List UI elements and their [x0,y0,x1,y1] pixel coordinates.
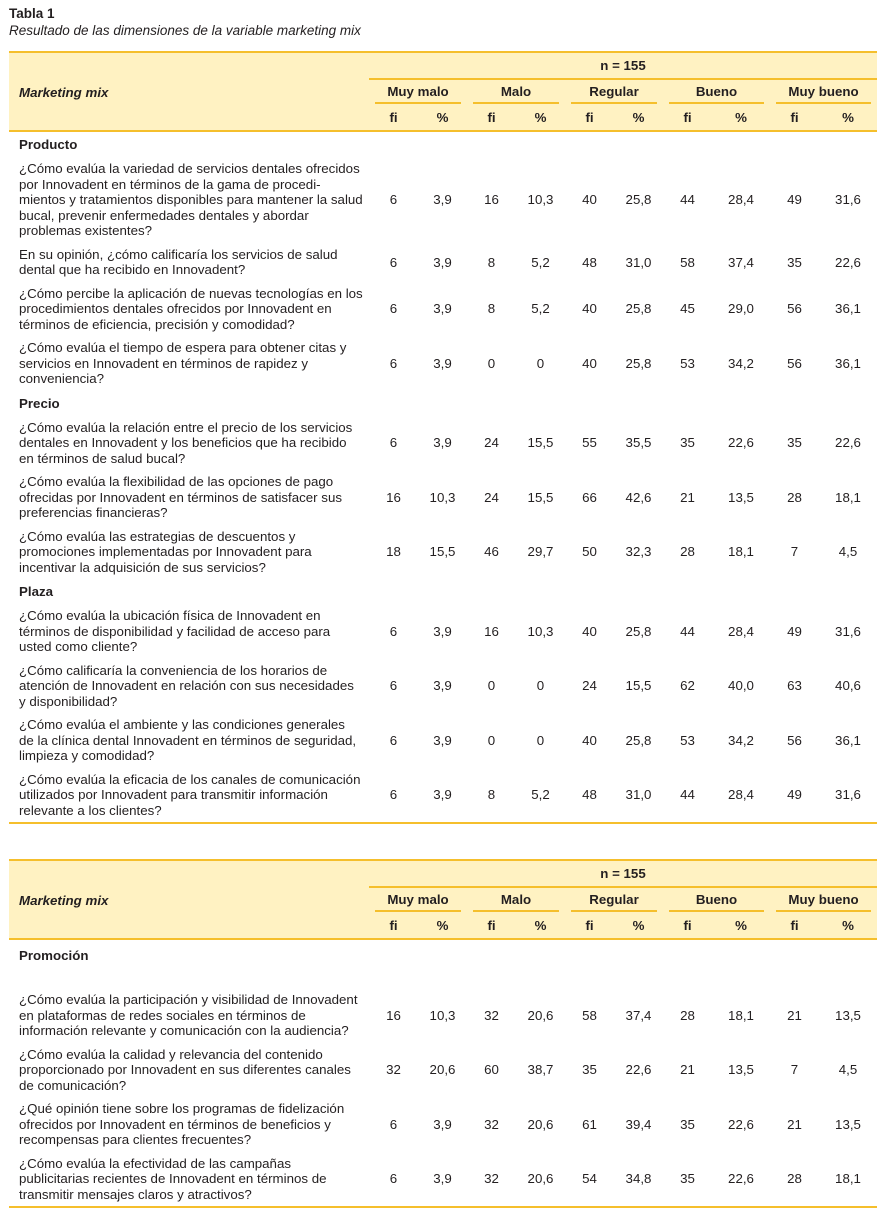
table-row [9,416,877,471]
category-regular: Regular [565,79,663,105]
cell-pct: 5,2 [531,787,550,803]
table-header [9,860,877,939]
cell-fi: 62 [680,678,695,694]
cell-fi: 58 [680,254,695,270]
cell-fi: 16 [484,623,499,639]
cell-pct: 31,6 [835,192,861,208]
sub-pct: % [418,105,467,131]
cell-fi: 53 [680,732,695,748]
cell-pct: 28,4 [728,192,754,208]
table-body [9,939,877,1207]
cell-pct: 22,6 [625,1062,652,1078]
cell-pct: 34,8 [625,1171,652,1187]
question-text: ¿Qué opinión tiene sobre los programas de fidelización ofrecidos por Innovadent en términos de beneficios y recompensas para clientes frecuentes? [19,1101,345,1147]
cell-pct: 28,4 [728,787,754,803]
cell-fi: 53 [680,355,695,371]
question-text: ¿Cómo evalúa la relación entre el precio de los servicios dentales en Innovadent y los beneficios que ha recibido en términos de salud bucal? [19,419,353,466]
cell-fi: 16 [386,489,401,505]
cell-pct: 25,8 [625,192,652,208]
cell-pct: 34,2 [728,732,754,748]
cell-pct: 13,5 [728,489,754,505]
cell-fi: 24 [484,489,499,505]
cell-pct: 10,3 [527,623,554,639]
sub-pct: % [614,105,663,131]
question-text: ¿Cómo evalúa el ambiente y las condiciones generales de la clínica dental Innovadent en términos de seguridad, limpieza y comodidad? [19,717,357,763]
cell-fi: 7 [790,544,799,560]
question-text: En su opinión, ¿cómo calificaría los servicios de salud dental que ha recibido en Innovadent? [19,246,338,277]
question-text: ¿Cómo calificaría la conveniencia de los horarios de atención de Innovadent en relación con sus necesidades y disponibilidad? [19,662,354,709]
sub-pct: % [819,913,877,939]
cell-pct: 18,1 [728,544,754,560]
cell-pct: 15,5 [429,544,456,560]
cell-pct: 3,9 [433,732,452,748]
cell-pct: 20,6 [527,1171,554,1187]
question-text: ¿Cómo percibe la aplicación de nuevas tecnologías en los procedimientos dentales ofrecidos por Innovadent en términos de eficiencia, precisión y comodidad? [19,285,363,332]
cell-fi: 21 [680,1062,695,1078]
cell-pct: 29,0 [728,301,754,317]
cell-pct: 39,4 [625,1116,652,1132]
cell-fi: 28 [787,1171,802,1187]
table-row [9,1152,877,1207]
section-heading: Precio [19,395,60,411]
cell-pct: 25,8 [625,623,652,639]
cell-fi: 35 [680,435,695,451]
cell-pct: 22,6 [835,435,861,451]
cell-pct: 3,9 [433,301,452,317]
cell-fi: 32 [484,1116,499,1132]
cell-fi: 35 [680,1116,695,1132]
cell-pct: 0 [536,732,545,748]
cell-fi: 49 [787,787,802,803]
sub-pct: % [516,913,565,939]
cell-fi: 6 [389,732,398,748]
cell-pct: 29,7 [527,544,554,560]
table-row [9,768,877,823]
cell-pct: 36,1 [835,732,861,748]
cell-fi: 6 [389,787,398,803]
cell-fi: 0 [487,678,496,694]
cell-pct: 0 [536,355,545,371]
cell-fi: 24 [484,435,499,451]
table-row [9,604,877,659]
cell-pct: 18,1 [835,489,861,505]
cell-fi: 32 [484,1007,499,1023]
table-row [9,659,877,714]
sample-size: n = 155 [369,52,877,79]
category-bueno: Bueno [663,887,770,913]
cell-pct: 22,6 [835,254,861,270]
cell-fi: 6 [389,435,398,451]
cell-fi: 58 [582,1007,597,1023]
cell-fi: 66 [582,489,597,505]
table-row [9,243,877,282]
cell-fi: 56 [787,301,802,317]
cell-pct: 3,9 [433,1116,452,1132]
cell-pct: 40,0 [728,678,754,694]
cell-pct: 31,6 [835,787,861,803]
cell-fi: 63 [787,678,802,694]
cell-pct: 3,9 [433,435,452,451]
sub-pct: % [712,913,770,939]
table-bottom-rule [9,1206,877,1207]
cell-fi: 54 [582,1171,597,1187]
cell-pct: 31,0 [625,254,652,270]
question-text: ¿Cómo evalúa la flexibilidad de las opciones de pago ofrecidas por Innovadent en términos de satisfacer sus preferencias financieras? [19,474,342,520]
cell-fi: 49 [787,192,802,208]
cell-pct: 15,5 [625,678,652,694]
table-row [9,282,877,337]
results-table-part-2 [9,859,877,1208]
cell-pct: 25,8 [625,355,652,371]
cell-fi: 56 [787,732,802,748]
question-text: ¿Cómo evalúa la calidad y relevancia del contenido proporcionado por Innovadent en sus diferentes canales de comunicación? [19,1046,351,1093]
cell-fi: 28 [680,1007,695,1023]
cell-pct: 4,5 [838,1062,858,1078]
sub-fi: fi [565,913,614,939]
table-row [9,157,877,243]
cell-fi: 45 [680,301,695,317]
header-label: Marketing mix [9,887,369,913]
category-bueno: Bueno [663,79,770,105]
cell-pct: 22,6 [728,1116,754,1132]
table-row [9,525,877,580]
sample-size: n = 155 [369,860,877,887]
question-text: ¿Cómo evalúa el tiempo de espera para obtener citas y servicios en Innovadent en términos de rapidez y conveniencia? [19,340,347,386]
cell-fi: 56 [787,355,802,371]
cell-fi: 46 [484,544,499,560]
cell-pct: 13,5 [835,1007,861,1023]
cell-pct: 15,5 [527,435,554,451]
table-row [9,336,877,391]
sub-fi: fi [467,913,516,939]
question-text: ¿Cómo evalúa las estrategias de descuentos y promociones implementadas por Innovadent para incentivar la adquisición de sus servicios? [19,528,312,575]
cell-pct: 5,2 [531,254,550,270]
cell-fi: 60 [484,1062,499,1078]
cell-fi: 32 [386,1062,401,1078]
cell-fi: 16 [386,1007,401,1023]
cell-fi: 40 [582,355,597,371]
table-subtitle: Resultado de las dimensiones de la variable marketing mix [9,23,361,38]
cell-pct: 3,9 [433,787,452,803]
cell-pct: 20,6 [527,1116,554,1132]
cell-fi: 7 [790,1062,799,1078]
cell-fi: 0 [487,732,496,748]
cell-fi: 21 [680,489,695,505]
cell-pct: 10,3 [429,489,456,505]
cell-fi: 16 [484,192,499,208]
cell-fi: 8 [487,301,496,317]
sub-fi: fi [663,913,712,939]
table-row [9,713,877,768]
cell-fi: 6 [389,1171,398,1187]
section-heading: Producto [19,137,78,152]
question-text: ¿Cómo evalúa la variedad de servicios dentales ofrecidos por Innovadent en términos de la gama de procedi-mientos y tratamientos disponibles para mantener la salud bucal, prevenir enfermedades dentales y abordar problemas existentes? [19,161,363,238]
cell-fi: 6 [389,254,398,270]
cell-fi: 6 [389,355,398,371]
sub-pct: % [819,105,877,131]
cell-pct: 36,1 [835,355,861,371]
cell-pct: 3,9 [433,1171,452,1187]
category-muy-bueno: Muy bueno [770,887,877,913]
question-text: ¿Cómo evalúa la efectividad de las campañas publicitarias recientes de Innovadent en términos de transmitir mensajes claros y atractivos? [19,1155,327,1202]
cell-fi: 44 [680,192,695,208]
table-row [9,988,877,1043]
cell-fi: 35 [582,1062,597,1078]
cell-fi: 0 [487,355,496,371]
cell-fi: 6 [389,1116,398,1132]
table-bottom-rule [9,822,877,823]
cell-fi: 40 [582,623,597,639]
cell-pct: 22,6 [728,1171,754,1187]
sub-pct: % [418,913,467,939]
cell-pct: 0 [536,678,545,694]
sub-fi: fi [770,105,819,131]
cell-pct: 35,5 [625,435,652,451]
question-text: ¿Cómo evalúa la ubicación física de Innovadent en términos de disponibilidad y facilidad de acceso para usted como cliente? [19,608,331,654]
cell-pct: 10,3 [527,192,554,208]
cell-fi: 40 [582,192,597,208]
category-malo: Malo [467,887,565,913]
sub-pct: % [712,105,770,131]
sub-pct: % [614,913,663,939]
cell-fi: 32 [484,1171,499,1187]
category-muy-malo: Muy malo [369,79,467,105]
cell-fi: 48 [582,787,597,803]
cell-pct: 3,9 [433,254,452,270]
cell-pct: 3,9 [433,623,452,639]
cell-fi: 6 [389,192,398,208]
results-table-part-1 [9,51,877,824]
sub-fi: fi [663,105,712,131]
question-text: ¿Cómo evalúa la participación y visibilidad de Innovadent en plataformas de redes sociales en términos de información relevante y comunicación con la audiencia? [19,992,358,1038]
cell-pct: 31,0 [625,787,652,803]
cell-pct: 22,6 [728,435,754,451]
cell-pct: 4,5 [838,544,858,560]
cell-pct: 40,6 [835,678,861,694]
cell-pct: 32,3 [625,544,652,560]
cell-fi: 50 [582,544,597,560]
cell-fi: 6 [389,678,398,694]
section-heading: Plaza [19,584,54,599]
cell-pct: 3,9 [433,678,452,694]
table-header [9,52,877,131]
cell-pct: 28,4 [728,623,754,639]
table-row [9,1097,877,1152]
cell-pct: 13,5 [835,1116,861,1132]
cell-fi: 49 [787,623,802,639]
cell-pct: 18,1 [835,1171,861,1187]
cell-fi: 21 [787,1007,802,1023]
table-title: Tabla 1 [9,6,55,21]
sub-pct: % [516,105,565,131]
cell-pct: 3,9 [433,192,452,208]
sub-fi: fi [369,105,418,131]
cell-pct: 36,1 [835,301,861,317]
cell-pct: 20,6 [527,1007,554,1023]
cell-fi: 8 [487,254,496,270]
cell-pct: 10,3 [429,1007,456,1023]
cell-pct: 25,8 [625,732,652,748]
cell-pct: 25,8 [625,301,652,317]
cell-pct: 5,2 [531,301,550,317]
cell-pct: 38,7 [527,1062,554,1078]
sub-fi: fi [369,913,418,939]
cell-pct: 20,6 [429,1062,456,1078]
cell-fi: 35 [787,435,802,451]
cell-fi: 6 [389,623,398,639]
cell-pct: 3,9 [433,355,452,371]
table-caption [9,5,361,39]
category-muy-malo: Muy malo [369,887,467,913]
header-label: Marketing mix [9,79,369,105]
cell-pct: 37,4 [728,254,754,270]
cell-fi: 61 [582,1116,597,1132]
cell-fi: 28 [680,544,695,560]
cell-fi: 35 [787,254,802,270]
sub-fi: fi [770,913,819,939]
cell-fi: 48 [582,254,597,270]
sub-fi: fi [565,105,614,131]
cell-pct: 34,2 [728,355,754,371]
cell-pct: 15,5 [527,489,554,505]
category-malo: Malo [467,79,565,105]
cell-pct: 42,6 [625,489,652,505]
cell-pct: 37,4 [625,1007,652,1023]
question-text: ¿Cómo evalúa la eficacia de los canales de comunicación utilizados por Innovadent para transmitir información relevante a los clientes? [19,771,361,818]
cell-fi: 55 [582,435,597,451]
section-heading: Promoción [19,948,89,963]
cell-fi: 35 [680,1171,695,1187]
cell-fi: 40 [582,301,597,317]
cell-pct: 31,6 [835,623,861,639]
cell-pct: 13,5 [728,1062,754,1078]
table-row [9,470,877,525]
cell-fi: 18 [386,544,401,560]
table-body [9,131,877,823]
cell-fi: 8 [487,787,496,803]
sub-fi: fi [467,105,516,131]
cell-fi: 21 [787,1116,802,1132]
category-regular: Regular [565,887,663,913]
cell-fi: 44 [680,787,695,803]
table-row [9,1043,877,1098]
cell-fi: 40 [582,732,597,748]
category-muy-bueno: Muy bueno [770,79,877,105]
cell-fi: 6 [389,301,398,317]
cell-fi: 28 [787,489,802,505]
cell-fi: 24 [582,678,597,694]
cell-fi: 44 [680,623,695,639]
cell-pct: 18,1 [728,1007,754,1023]
